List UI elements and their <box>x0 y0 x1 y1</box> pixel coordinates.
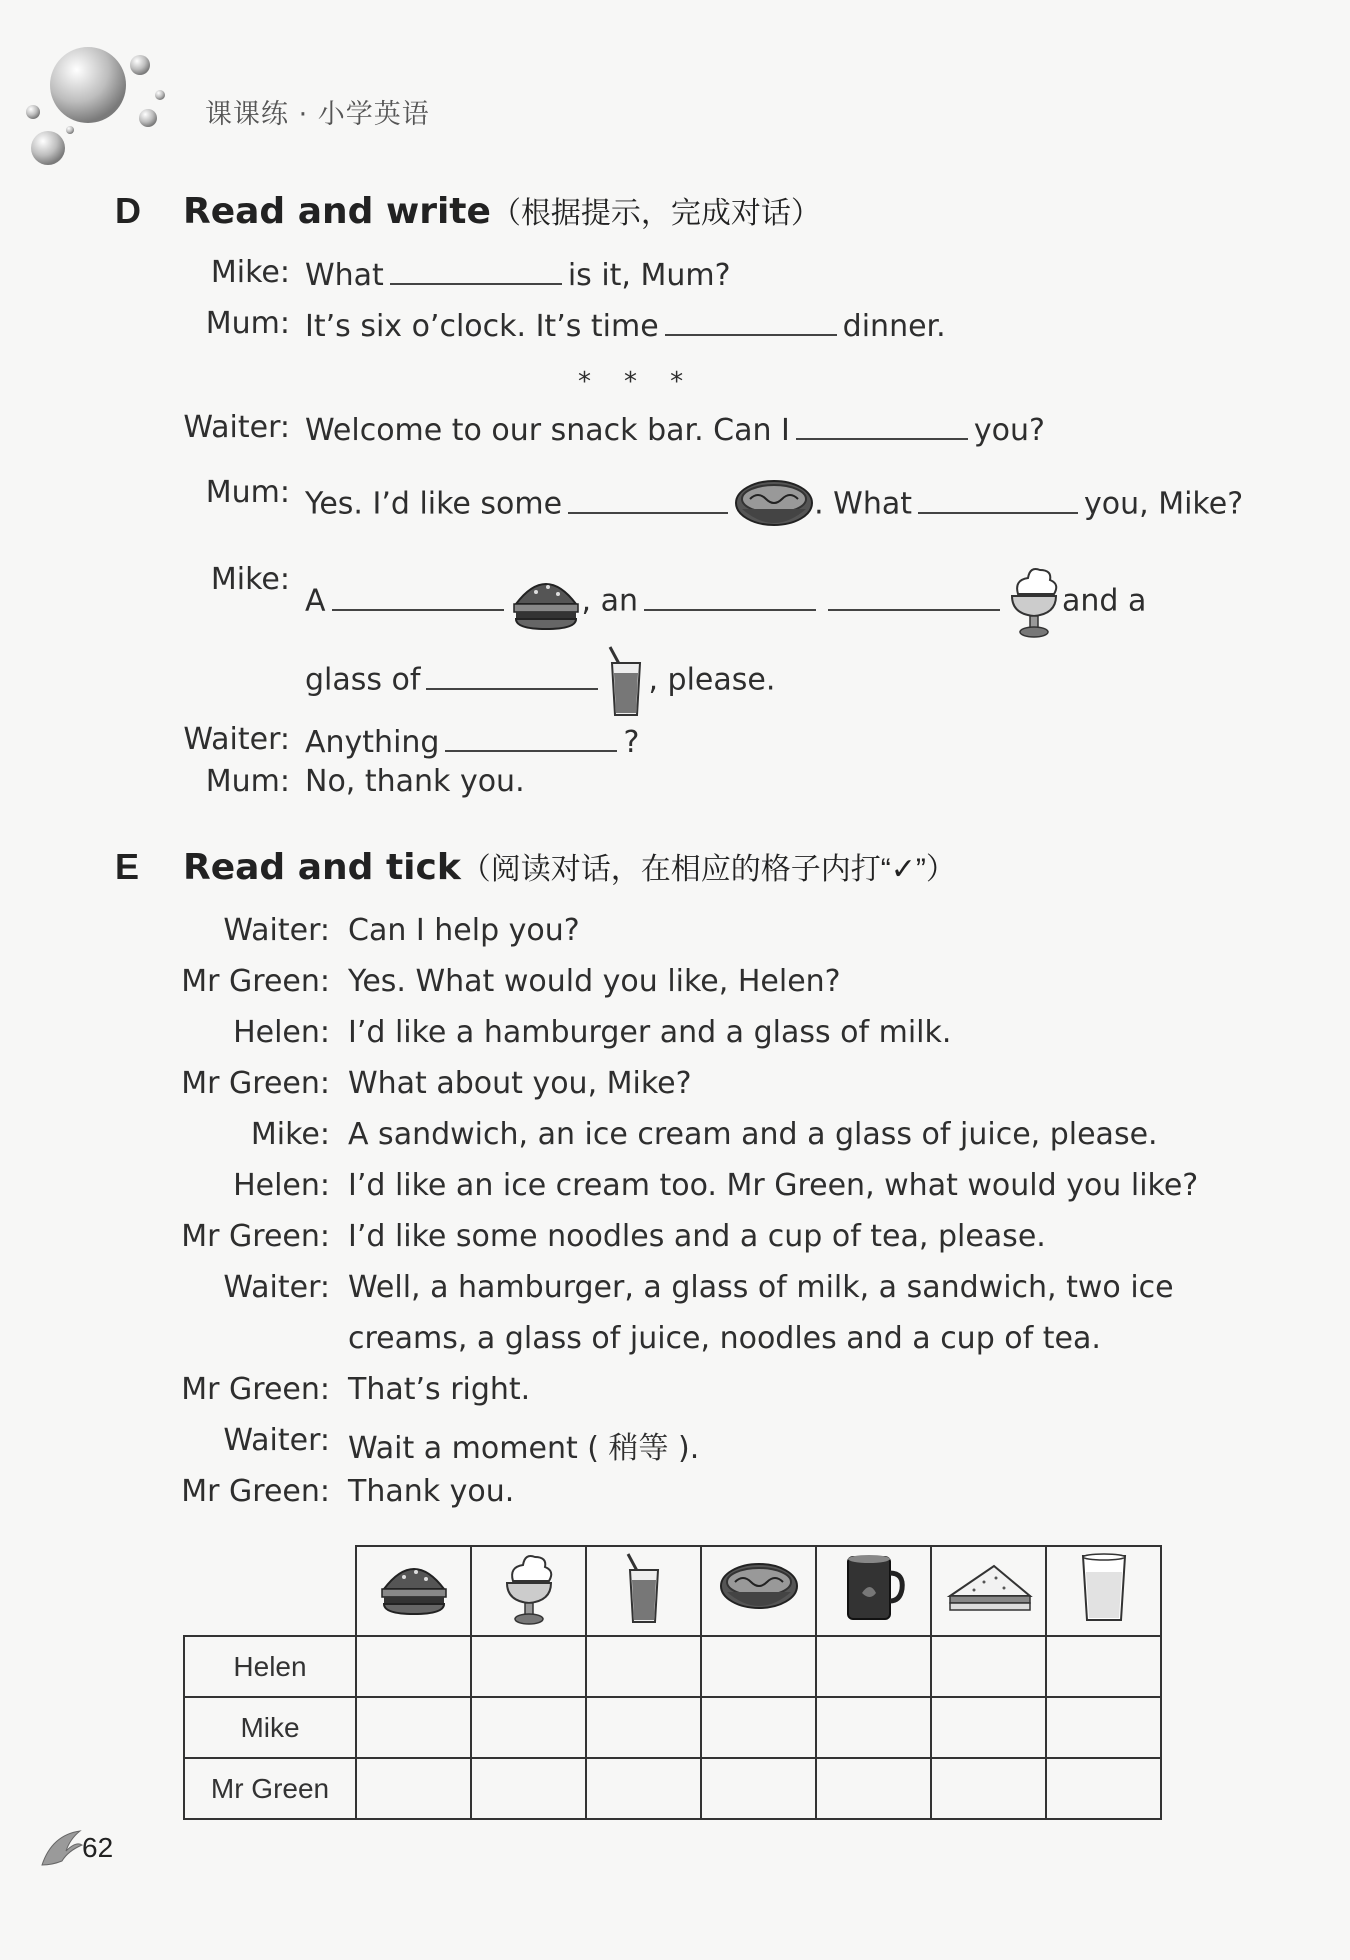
section-d-letter: D <box>115 190 141 231</box>
speaker-label: Mike: <box>210 255 290 290</box>
column-header <box>1046 1546 1161 1636</box>
tick-cell[interactable] <box>931 1697 1046 1758</box>
tick-cell[interactable] <box>471 1636 586 1697</box>
line-text: you? <box>973 413 1045 448</box>
tick-cell[interactable] <box>701 1636 816 1697</box>
tick-cell[interactable] <box>816 1636 931 1697</box>
line-text: What about you, Mike? <box>348 1066 692 1101</box>
answer-blank[interactable] <box>918 484 1078 514</box>
speaker-label: Mum: <box>205 764 290 799</box>
speaker-label: Mr Green: <box>181 1066 330 1101</box>
column-header <box>586 1546 701 1636</box>
tick-cell[interactable] <box>701 1697 816 1758</box>
line-text: , an <box>581 583 639 619</box>
tick-cell[interactable] <box>586 1697 701 1758</box>
line-text: It’s six o’clock. It’s time <box>305 309 659 344</box>
answer-blank[interactable] <box>665 306 837 336</box>
section-e-title: Read and tick <box>183 847 461 888</box>
tick-cell[interactable] <box>931 1758 1046 1819</box>
book-header-title: 课课练 · 小学英语 <box>205 99 430 130</box>
hamburger-icon <box>379 1557 449 1619</box>
line-text: Anything <box>305 725 440 760</box>
line-text: glass of <box>305 662 421 698</box>
ice-cream-icon <box>501 1549 557 1627</box>
noodles-icon <box>719 1558 799 1618</box>
answer-blank[interactable] <box>390 255 562 285</box>
tick-cell[interactable] <box>356 1758 471 1819</box>
speaker-label: Mr Green: <box>181 1219 330 1254</box>
noodles-icon <box>734 475 814 535</box>
row-label: Mr Green <box>184 1758 356 1819</box>
speaker-label: Helen: <box>233 1168 330 1203</box>
section-d-hint: （根据提示，完成对话） <box>490 197 821 230</box>
answer-blank[interactable] <box>568 484 728 514</box>
line-text: Yes. What would you like, Helen? <box>348 964 841 999</box>
answer-blank[interactable] <box>426 660 598 690</box>
line-text: A sandwich, an ice cream and a glass of juice, please. <box>348 1117 1158 1152</box>
dialogue-line <box>110 550 1260 630</box>
tick-cell[interactable] <box>586 1636 701 1697</box>
column-header <box>356 1546 471 1636</box>
line-text: Yes. I’d like some <box>305 486 563 522</box>
column-header <box>701 1546 816 1636</box>
column-header <box>931 1546 1046 1636</box>
table-row <box>184 1697 1161 1758</box>
speaker-label: Mr Green: <box>181 1474 330 1509</box>
juice-icon <box>604 643 648 719</box>
answer-blank[interactable] <box>445 722 617 752</box>
column-header <box>471 1546 586 1636</box>
line-text: I’d like a hamburger and a glass of milk. <box>348 1015 952 1050</box>
line-text: . What <box>814 486 913 522</box>
speaker-label: Mum: <box>205 306 290 341</box>
speaker-label: Mr Green: <box>181 1372 330 1407</box>
juice-icon <box>622 1550 666 1626</box>
speaker-label: Waiter: <box>183 410 290 445</box>
line-text: ? <box>623 725 640 760</box>
speaker-label: Waiter: <box>183 722 290 757</box>
speaker-label: Mr Green: <box>181 964 330 999</box>
tick-cell[interactable] <box>471 1697 586 1758</box>
line-text: That’s right. <box>348 1372 531 1407</box>
leaf-icon <box>38 1825 84 1869</box>
speaker-label: Mike: <box>210 562 290 597</box>
speaker-label: Helen: <box>233 1015 330 1050</box>
tick-cell[interactable] <box>356 1697 471 1758</box>
row-label: Helen <box>184 1636 356 1697</box>
tea-cup-icon <box>842 1551 906 1625</box>
tick-cell[interactable] <box>356 1636 471 1697</box>
line-text: creams, a glass of juice, noodles and a cup of tea. <box>348 1321 1101 1356</box>
line-text: I’d like an ice cream too. Mr Green, what would you like? <box>348 1168 1199 1203</box>
tick-cell[interactable] <box>1046 1636 1161 1697</box>
speaker-label: Waiter: <box>223 1423 330 1458</box>
tick-cell[interactable] <box>701 1758 816 1819</box>
tick-table <box>183 1545 1162 1820</box>
section-e-letter: E <box>115 846 140 887</box>
line-text: Thank you. <box>348 1474 515 1509</box>
line-text: What <box>305 258 384 293</box>
line-text: Welcome to our snack bar. Can I <box>305 413 790 448</box>
table-corner-cell <box>184 1546 356 1636</box>
answer-blank[interactable] <box>644 581 816 611</box>
tick-cell[interactable] <box>931 1636 1046 1697</box>
bubbles-decoration <box>20 40 170 170</box>
dialogue-line <box>110 625 1260 700</box>
speaker-label: Mum: <box>205 475 290 510</box>
tick-cell[interactable] <box>1046 1697 1161 1758</box>
section-d-heading <box>183 188 821 232</box>
separator-stars: * * * <box>578 367 684 397</box>
page-number: 62 <box>82 1832 114 1863</box>
line-text: you, Mike? <box>1084 486 1244 522</box>
table-header-row <box>184 1546 1161 1636</box>
section-e-hint: （阅读对话，在相应的格子内打“✓”） <box>460 853 956 886</box>
speaker-label: Waiter: <box>223 1270 330 1305</box>
tick-cell[interactable] <box>1046 1758 1161 1819</box>
line-text: A <box>305 583 326 619</box>
line-text: and a <box>1062 583 1147 619</box>
sandwich-icon <box>944 1558 1034 1618</box>
tick-cell[interactable] <box>816 1758 931 1819</box>
speaker-label: Mike: <box>250 1117 330 1152</box>
tick-cell[interactable] <box>816 1697 931 1758</box>
section-e-heading <box>183 844 956 888</box>
dialogue-line <box>110 472 1260 542</box>
milk-icon <box>1079 1550 1129 1626</box>
line-text: is it, Mum? <box>567 258 731 293</box>
answer-blank[interactable] <box>796 410 968 440</box>
line-text: Well, a hamburger, a glass of milk, a sandwich, two ice <box>348 1270 1174 1305</box>
line-text: I’d like some noodles and a cup of tea, please. <box>348 1219 1046 1254</box>
speaker-label: Waiter: <box>223 913 330 948</box>
table-row <box>184 1758 1161 1819</box>
line-text: No, thank you. <box>305 764 525 799</box>
line-text: Wait a moment ( 稍等 ). <box>348 1431 700 1466</box>
column-header <box>816 1546 931 1636</box>
tick-cell[interactable] <box>586 1758 701 1819</box>
line-text: dinner. <box>842 309 946 344</box>
section-d-title: Read and write <box>183 191 491 232</box>
answer-blank[interactable] <box>332 581 504 611</box>
table-row <box>184 1636 1161 1697</box>
row-label: Mike <box>184 1697 356 1758</box>
line-text: , please. <box>648 662 776 698</box>
tick-cell[interactable] <box>471 1758 586 1819</box>
line-text: Can I help you? <box>348 913 580 948</box>
answer-blank[interactable] <box>828 581 1000 611</box>
